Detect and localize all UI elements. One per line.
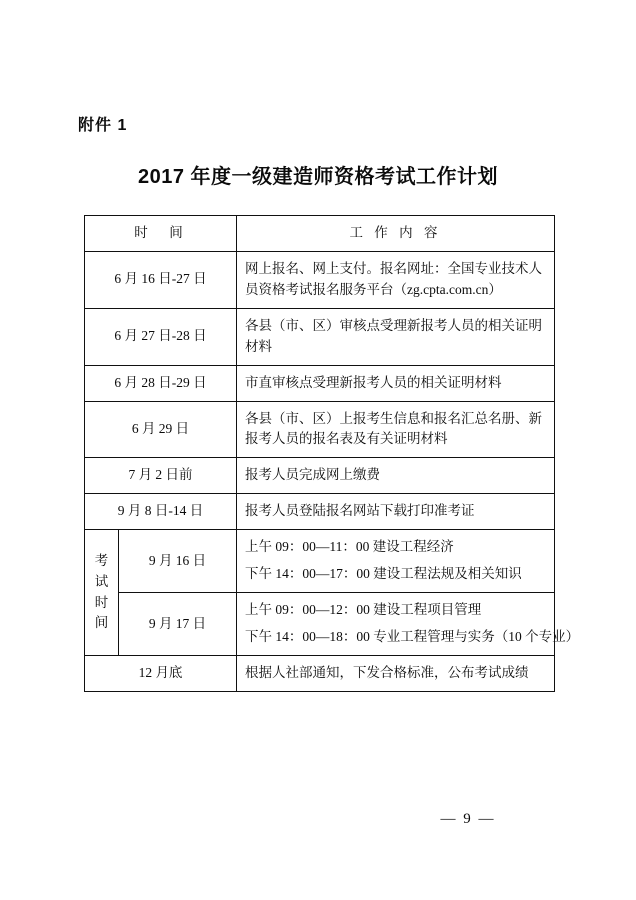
content-line: 报考人员登陆报名网站下载打印准考证 [245, 503, 475, 519]
row-content [237, 251, 555, 308]
table-row [85, 365, 555, 401]
table-row [85, 251, 555, 308]
exam-sessions [237, 593, 580, 656]
page-title: 2017 年度一级建造师资格考试工作计划 [137, 166, 499, 188]
row-content [237, 494, 555, 530]
row-time: 6 月 29 日 [85, 401, 237, 458]
exam-session-line: 上午 09：00—12：00 建设工程项目管理 [245, 602, 482, 618]
exam-session-line: 下午 14：00—18：00 专业工程管理与实务（10 个专业） [245, 628, 580, 644]
table-row [85, 458, 555, 494]
exam-session-line: 下午 14：00—17：00 建设工程法规及相关知识 [245, 566, 522, 582]
exam-schedule-table [84, 215, 580, 692]
exam-time-row-second [85, 593, 555, 656]
exam-time-row-first [85, 530, 555, 593]
attachment-label: 附件 1 [78, 117, 128, 134]
content-line: 报考人员的报名表及有关证明材料 [245, 431, 448, 447]
content-line: 网上报名、网上支付。报名网址：全国专业技术人 [245, 260, 542, 276]
row-content [237, 401, 555, 458]
row-time: 6 月 16 日-27 日 [85, 251, 237, 308]
table-row [85, 494, 555, 530]
content-line: 材料 [245, 338, 272, 354]
row-content [237, 458, 555, 494]
page-number: — 9 — [440, 811, 496, 827]
vertical-char: 试 [94, 573, 109, 589]
content-line: 各县（市、区）审核点受理新报考人员的相关证明 [245, 317, 542, 333]
table-row [85, 308, 555, 365]
row-time: 6 月 27 日-28 日 [85, 308, 237, 365]
row-time: 7 月 2 日前 [85, 458, 237, 494]
table-row [85, 655, 555, 691]
row-content [237, 308, 555, 365]
exam-time-vertical-label [85, 530, 119, 656]
content-line: 员资格考试报名服务平台（zg.cpta.com.cn） [245, 281, 502, 297]
column-header-content: 工 作 内 容 [237, 216, 555, 252]
column-header-time: 时 间 [85, 216, 237, 252]
table-header-row [85, 216, 555, 252]
content-line: 市直审核点受理新报考人员的相关证明材料 [245, 374, 502, 390]
row-time: 6 月 28 日-29 日 [85, 365, 237, 401]
content-line: 根据人社部通知，下发合格标准，公布考试成绩 [245, 664, 529, 680]
exam-date: 9 月 17 日 [119, 593, 237, 656]
exam-date: 9 月 16 日 [119, 530, 237, 593]
content-line: 各县（市、区）上报考生信息和报名汇总名册、新 [245, 410, 542, 426]
row-time: 9 月 8 日-14 日 [85, 494, 237, 530]
exam-session-line: 上午 09：00—11：00 建设工程经济 [245, 539, 454, 555]
exam-sessions [237, 530, 555, 593]
vertical-char: 间 [94, 615, 109, 631]
vertical-char: 考 [94, 552, 109, 568]
table-row [85, 401, 555, 458]
row-time: 12 月底 [85, 655, 237, 691]
vertical-char: 时 [94, 594, 109, 610]
content-line: 报考人员完成网上缴费 [245, 467, 380, 483]
row-content [237, 655, 555, 691]
row-content [237, 365, 555, 401]
